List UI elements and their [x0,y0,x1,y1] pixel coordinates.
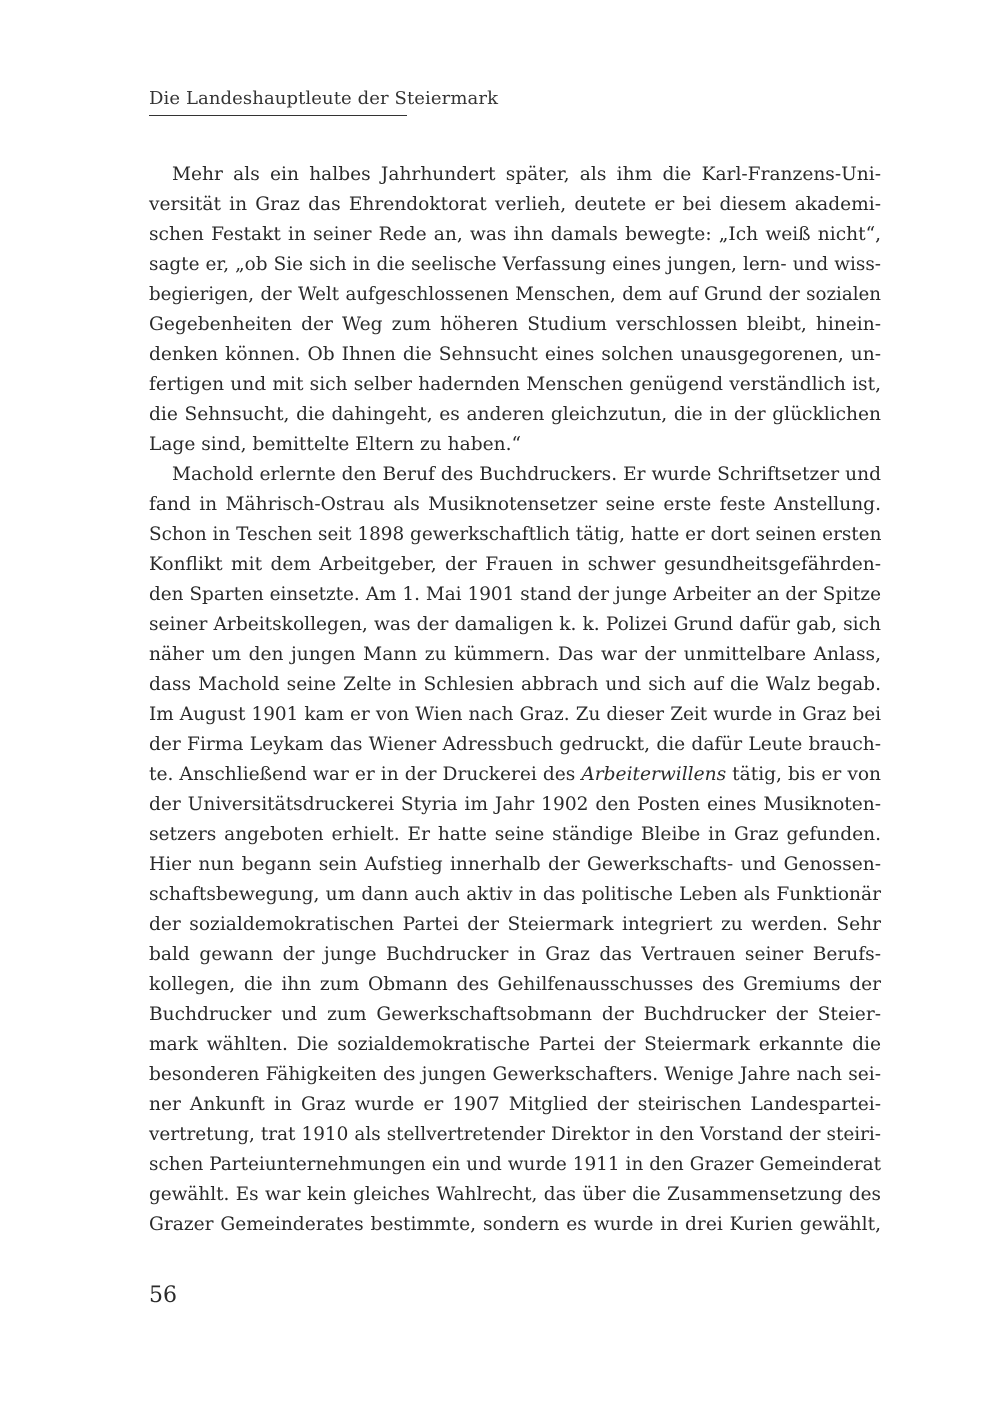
text-segment: te. Anschließend war er in der Druckerei des [149,764,582,785]
text-line: Gegebenheiten der Weg zum höheren Studium verschlossen bleibt, hinein- [149,314,881,335]
body-text [149,160,881,1240]
text-line: die Sehnsucht, die dahingeht, es anderen gleichzutun, die in der glücklichen [149,404,881,425]
text-line: dass Machold seine Zelte in Schlesien abbrach und sich auf die Walz begab. [149,674,881,695]
text-line: denken können. Ob Ihnen die Sehnsucht eines solchen unausgegorenen, un- [149,344,881,365]
paragraph-2 [149,460,881,1240]
text-line: schaftsbewegung, um dann auch aktiv in das politische Leben als Funktionär [149,884,881,905]
text-line: fand in Mährisch-Ostrau als Musiknotensetzer seine erste feste Anstellung. [149,494,881,515]
text-line: besonderen Fähigkeiten des jungen Gewerkschafters. Wenige Jahre nach sei- [149,1064,881,1085]
running-head: Die Landeshauptleute der Steiermark [149,88,499,109]
text-line: ner Ankunft in Graz wurde er 1907 Mitglied der steirischen Landespartei- [149,1094,881,1115]
text-line: begierigen, der Welt aufgeschlossenen Menschen, dem auf Grund der sozialen [149,284,881,305]
text-line: versität in Graz das Ehrendoktorat verlieh, deutete er bei diesem akademi- [149,194,881,215]
text-line: Schon in Teschen seit 1898 gewerkschaftlich tätig, hatte er dort seinen ersten [149,524,882,545]
text-line: seiner Arbeitskollegen, was der damaligen k. k. Polizei Grund dafür gab, sich [149,614,881,635]
text-segment: tätig, bis er von [726,764,881,785]
text-line: Konflikt mit dem Arbeitgeber, der Frauen in schwer gesundheitsgefährden- [149,554,881,575]
text-line: sagte er, „ob Sie sich in die seelische Verfassung eines jungen, lern- und wiss- [149,254,881,275]
paragraph-1 [149,160,881,460]
header-rule [149,115,407,116]
text-line: der Firma Leykam das Wiener Adressbuch gedruckt, die dafür Leute brauch- [149,734,881,755]
text-line: der sozialdemokratischen Partei der Steiermark integriert zu werden. Sehr [149,914,881,935]
text-line: vertretung, trat 1910 als stellvertretender Direktor in den Vorstand der steiri- [149,1124,881,1145]
text-line: Buchdrucker und zum Gewerkschaftsobmann der Buchdrucker der Steier- [149,1004,881,1025]
text-line: bald gewann der junge Buchdrucker in Graz das Vertrauen seiner Berufs- [149,944,881,965]
italic-title: Arbeiterwillens [581,764,727,785]
text-line: Mehr als ein halbes Jahrhundert später, als ihm die Karl-Franzens-Uni- [172,164,881,185]
text-line: fertigen und mit sich selber hadernden Menschen genügend verständlich ist, [149,374,881,395]
text-line: schen Festakt in seiner Rede an, was ihn damals bewegte: „Ich weiß nicht“, [149,224,881,245]
text-line: Grazer Gemeinderates bestimmte, sondern es wurde in drei Kurien gewählt, [149,1214,881,1235]
text-line: gewählt. Es war kein gleiches Wahlrecht, das über die Zusammensetzung des [149,1184,881,1205]
text-line: Hier nun begann sein Aufstieg innerhalb der Gewerkschafts- und Genossen- [149,854,881,875]
text-line: kollegen, die ihn zum Obmann des Gehilfenausschusses des Gremiums der [149,974,881,995]
text-line: mark wählten. Die sozialdemokratische Partei der Steiermark erkannte die [149,1034,881,1055]
text-line: näher um den jungen Mann zu kümmern. Das war der unmittelbare Anlass, [149,644,881,665]
text-line: den Sparten einsetzte. Am 1. Mai 1901 stand der junge Arbeiter an der Spitze [149,584,881,605]
text-line: setzers angeboten erhielt. Er hatte seine ständige Bleibe in Graz gefunden. [149,824,881,845]
text-line: Lage sind, bemittelte Eltern zu haben.“ [149,434,522,455]
text-line: Im August 1901 kam er von Wien nach Graz. Zu dieser Zeit wurde in Graz bei [149,704,881,725]
text-line: der Universitätsdruckerei Styria im Jahr 1902 den Posten eines Musiknoten- [149,794,881,815]
text-line: schen Parteiunternehmungen ein und wurde 1911 in den Grazer Gemeinderat [149,1154,881,1175]
text-line: Machold erlernte den Beruf des Buchdruckers. Er wurde Schriftsetzer und [172,464,881,485]
text-line-with-italic [149,760,881,790]
page-number: 56 [149,1283,177,1308]
